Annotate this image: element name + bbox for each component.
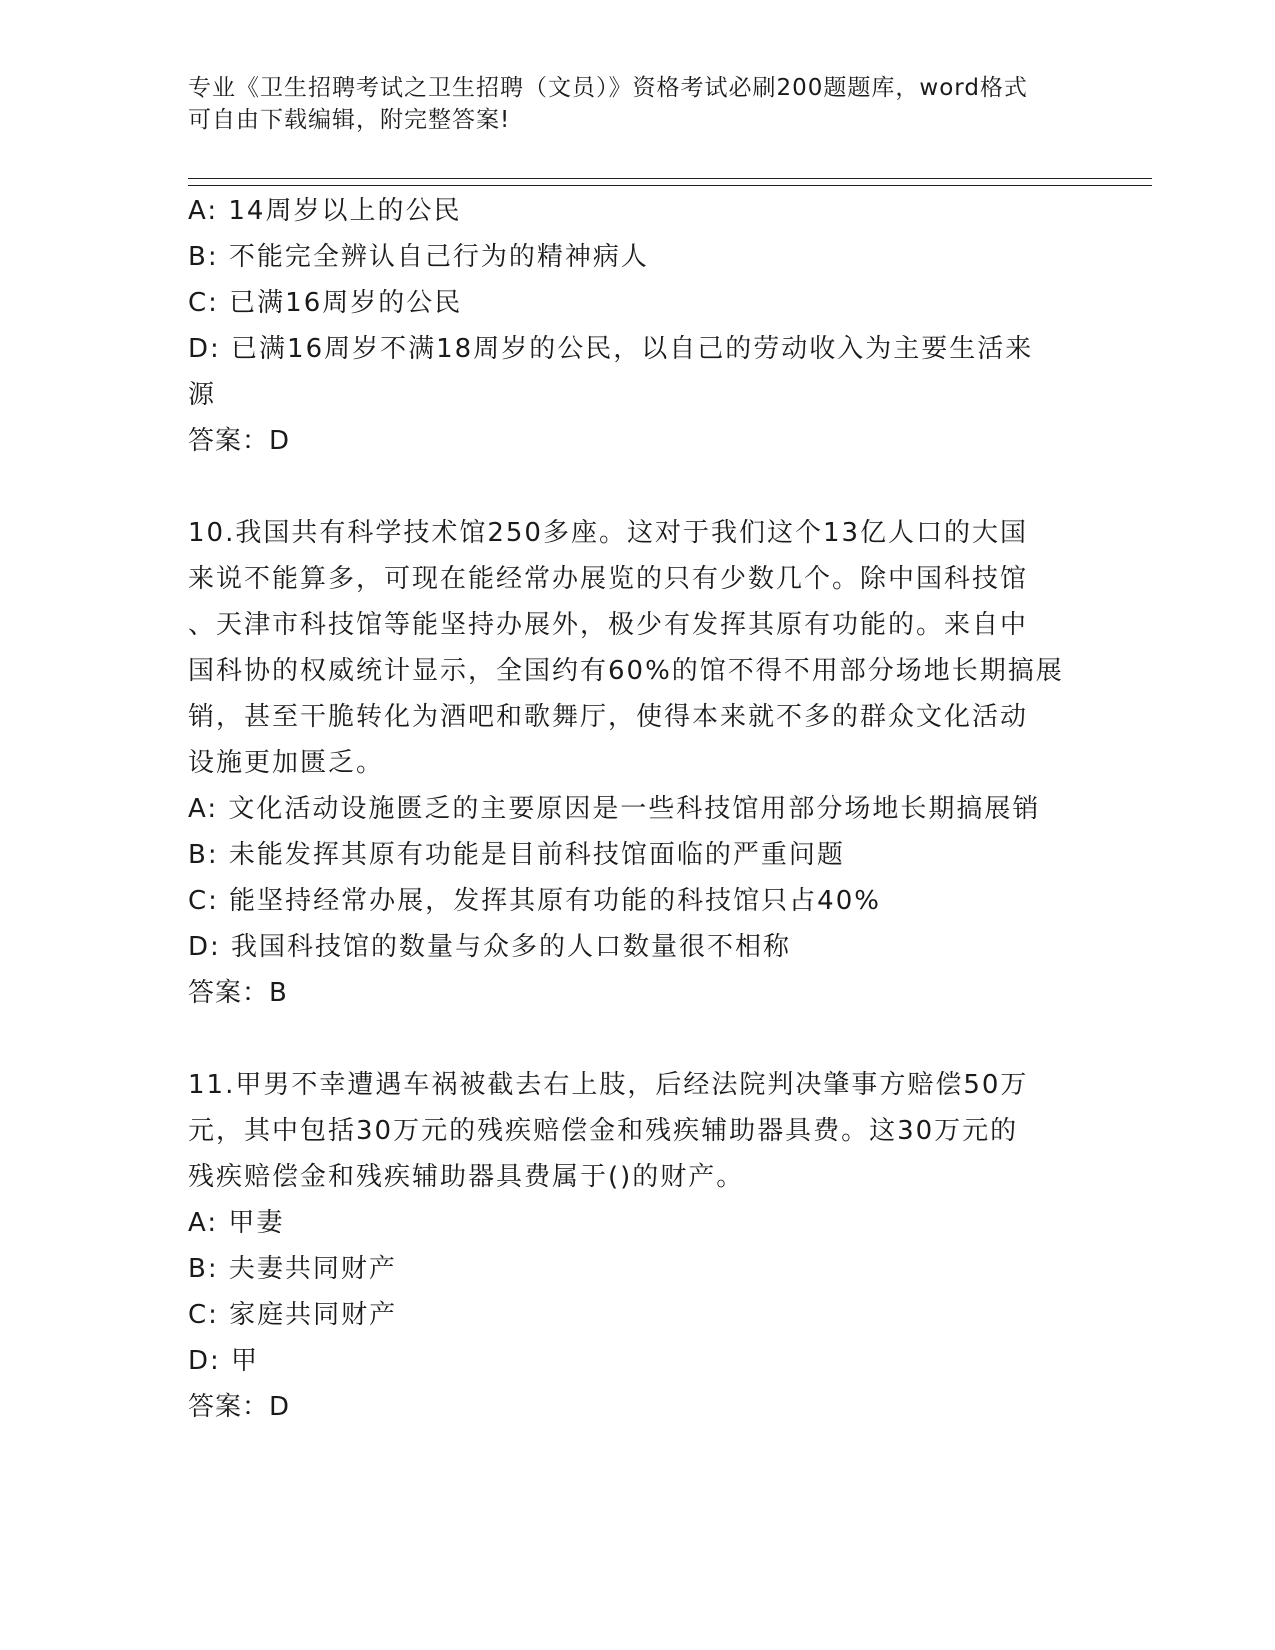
option-a: A: 文化活动设施匮乏的主要原因是一些科技馆用部分场地长期搞展销 <box>188 794 1041 824</box>
option-d: D: 我国科技馆的数量与众多的人口数量很不相称 <box>188 932 792 962</box>
option-c: C: 家庭共同财产 <box>188 1300 398 1330</box>
question-stem-line: 设施更加匮乏。 <box>188 748 385 778</box>
question-10 <box>188 510 1088 1016</box>
document-header <box>188 72 1068 136</box>
header-divider <box>188 178 1152 186</box>
answer: 答案：D <box>188 426 291 456</box>
question-stem-line: 、天津市科技馆等能坚持办展外，极少有发挥其原有功能的。来自中 <box>188 610 1029 640</box>
header-line-2: 可自由下载编辑，附完整答案! <box>188 107 511 133</box>
spacer <box>188 464 1088 510</box>
answer: 答案：D <box>188 1392 291 1422</box>
option-d-continued: 源 <box>188 380 217 410</box>
answer: 答案：B <box>188 978 288 1008</box>
question-stem-line: 来说不能算多，可现在能经常办展览的只有少数几个。除中国科技馆 <box>188 564 1029 594</box>
option-b: B: 未能发挥其原有功能是目前科技馆面临的严重问题 <box>188 840 845 870</box>
option-a: A: 14周岁以上的公民 <box>188 196 462 226</box>
option-d: D: 已满16周岁不满18周岁的公民，以自己的劳动收入为主要生活来 <box>188 334 1034 364</box>
option-a: A: 甲妻 <box>188 1208 285 1238</box>
option-d: D: 甲 <box>188 1346 260 1376</box>
question-stem-line: 元，其中包括30万元的残疾赔偿金和残疾辅助器具费。这30万元的 <box>188 1116 1019 1146</box>
question-stem-line: 销，甚至干脆转化为酒吧和歌舞厅，使得本来就不多的群众文化活动 <box>188 702 1029 732</box>
spacer <box>188 1016 1088 1062</box>
option-b: B: 夫妻共同财产 <box>188 1254 397 1284</box>
option-c: C: 已满16周岁的公民 <box>188 288 463 318</box>
question-stem-line: 国科协的权威统计显示，全国约有60%的馆不得不用部分场地长期搞展 <box>188 656 1064 686</box>
question-stem-line: 10.我国共有科学技术馆250多座。这对于我们这个13亿人口的大国 <box>188 518 1029 548</box>
header-line-1: 专业《卫生招聘考试之卫生招聘（文员）》资格考试必刷200题题库，word格式 <box>188 75 1028 101</box>
question-stem-line: 11.甲男不幸遭遇车祸被截去右上肢，后经法院判决肇事方赔偿50万 <box>188 1070 1029 1100</box>
question-list <box>188 188 1088 1430</box>
question-11 <box>188 1062 1088 1430</box>
option-b: B: 不能完全辨认自己行为的精神病人 <box>188 242 649 272</box>
question-9 <box>188 188 1088 464</box>
option-c: C: 能坚持经常办展，发挥其原有功能的科技馆只占40% <box>188 886 881 916</box>
question-stem-line: 残疾赔偿金和残疾辅助器具费属于()的财产。 <box>188 1162 745 1192</box>
